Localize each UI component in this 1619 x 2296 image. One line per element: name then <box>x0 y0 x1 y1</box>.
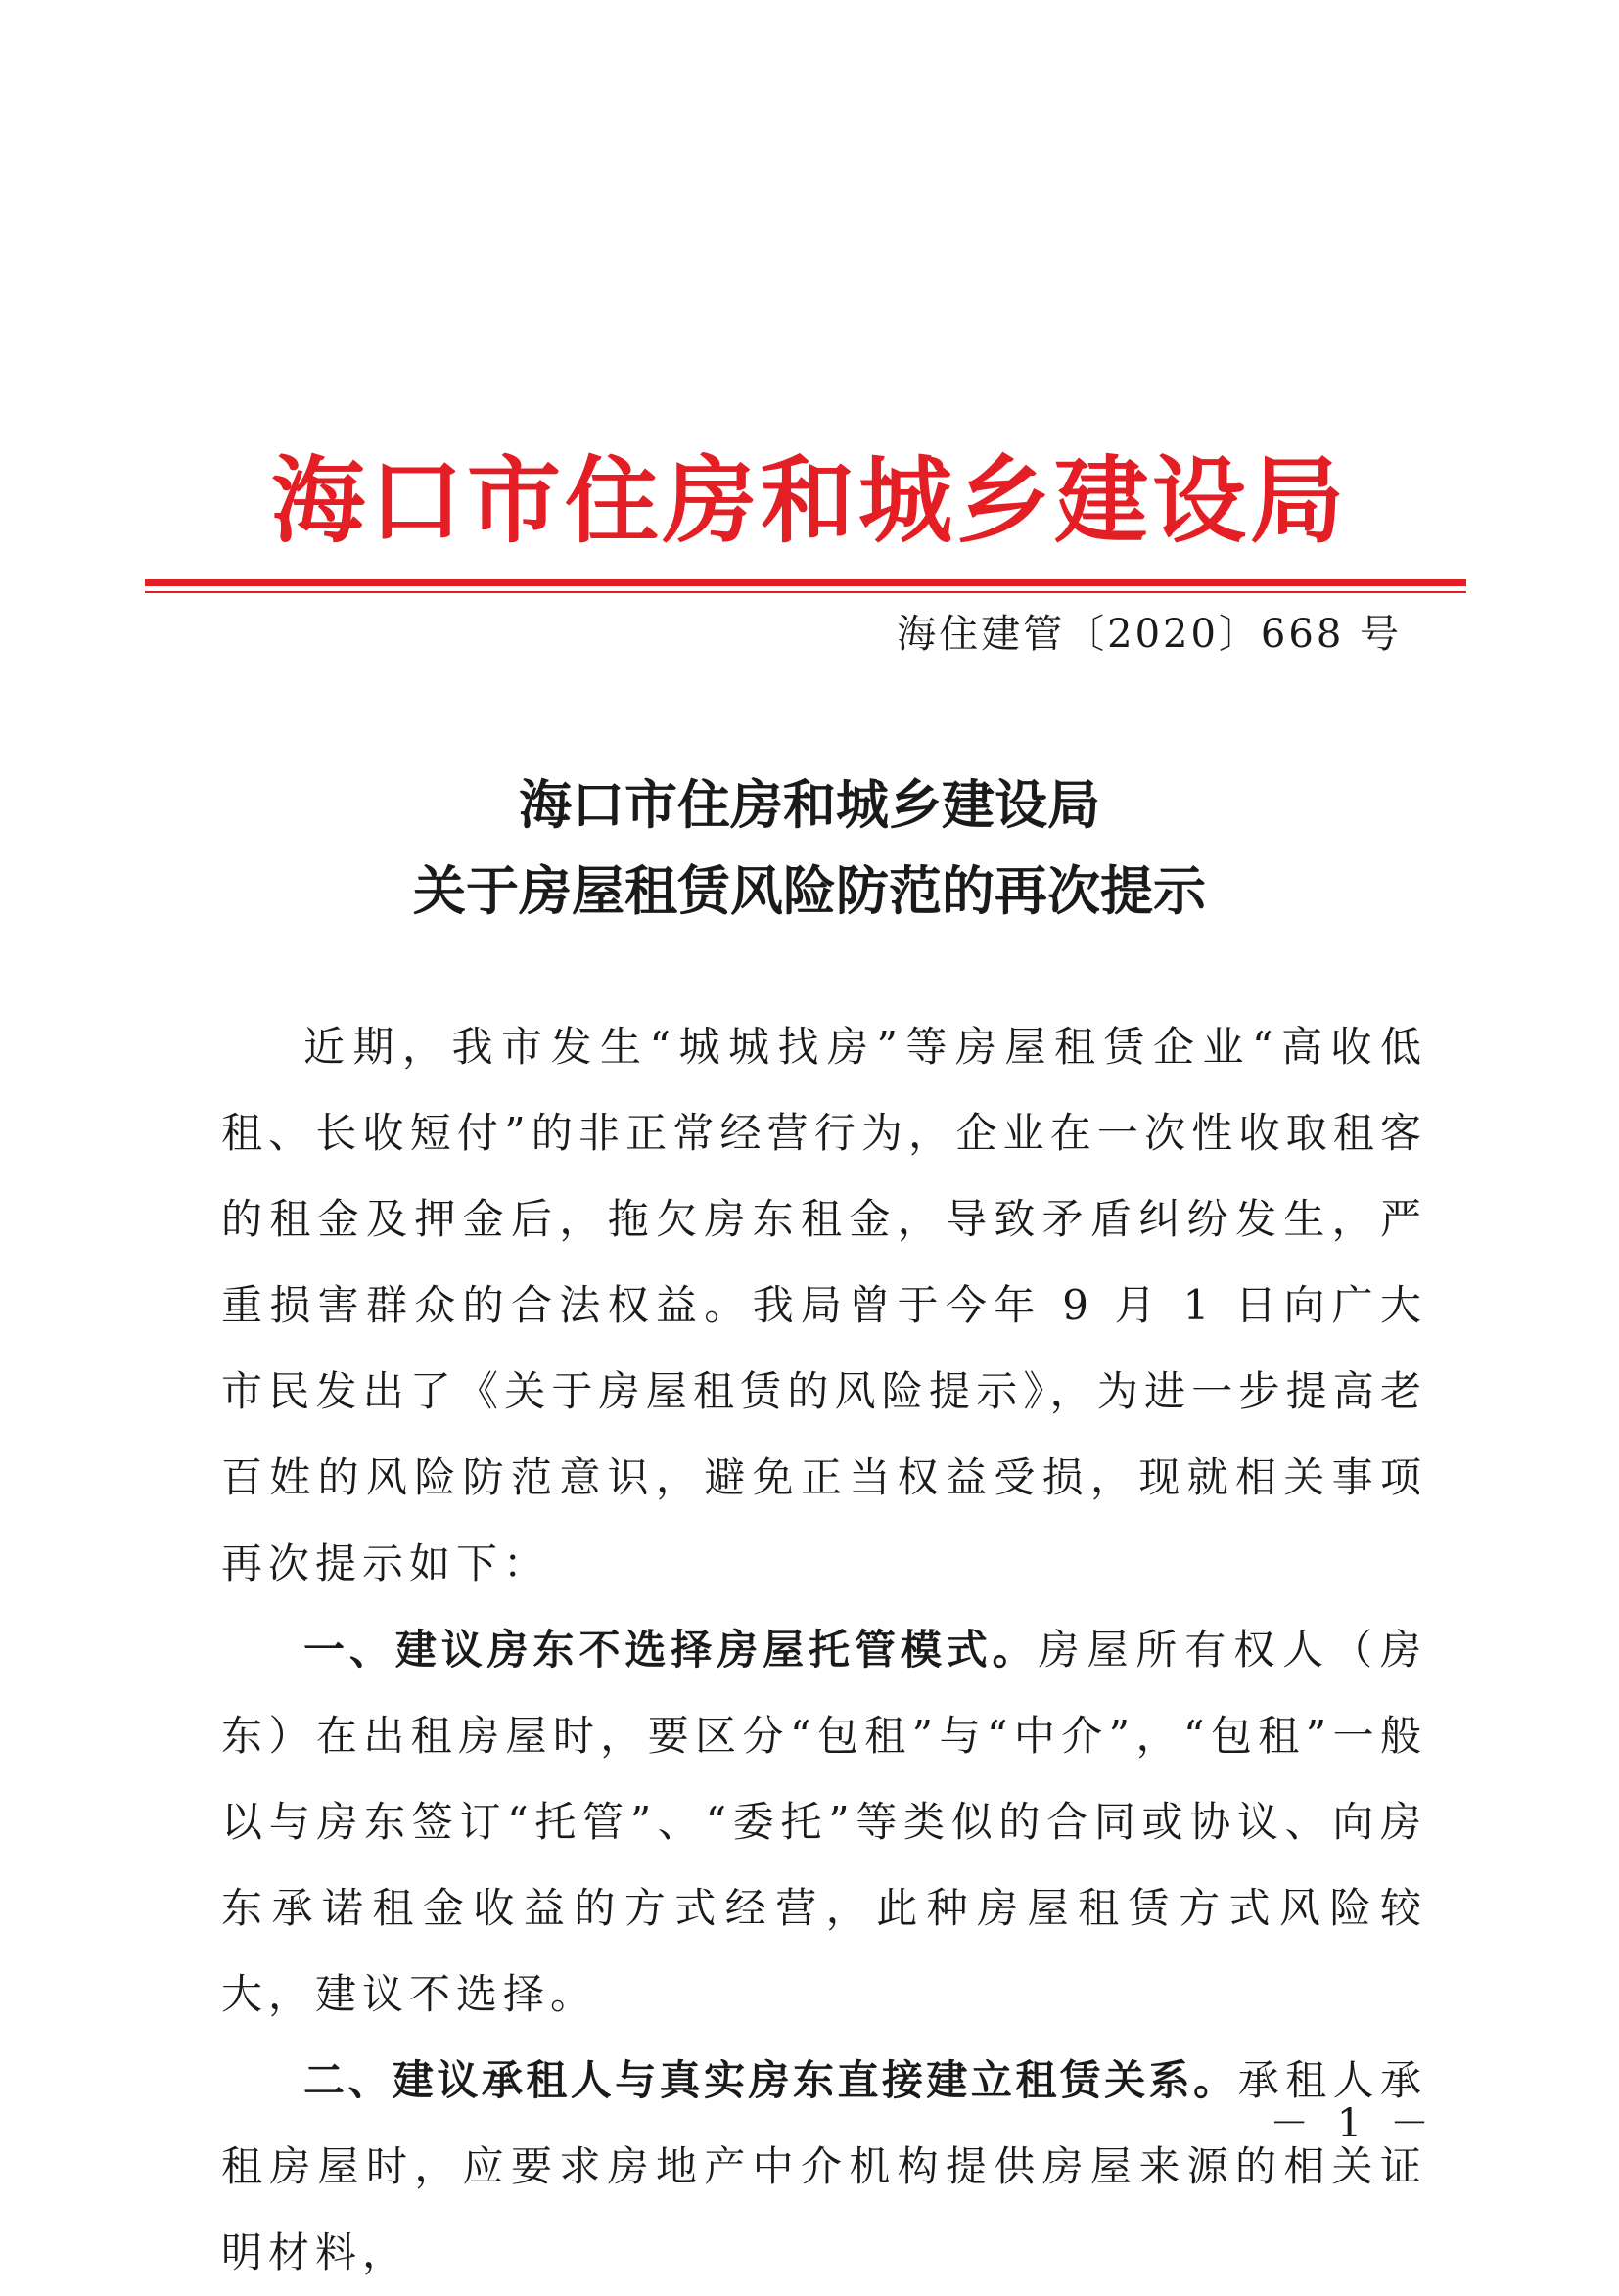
item2-heading: 二、建议承租人与真实房东直接建立租赁关系。 <box>303 2056 1238 2104</box>
item1-heading: 一、建议房东不选择房屋托管模式。 <box>303 1626 1039 1674</box>
document-title <box>147 761 1472 934</box>
item2-text: 承租人承租房屋时，应要求房地产中介机构提供房屋来源的相关证明材料， <box>221 2056 1427 2276</box>
letterhead-issuer: 海口市住房和城乡建设局 <box>271 446 1348 556</box>
letterhead-rule-thick <box>145 579 1466 586</box>
body-paragraph-item1 <box>221 1607 1427 2038</box>
document-body <box>221 1004 1427 2296</box>
page-number: － 1 － <box>1270 2101 1437 2146</box>
body-paragraph-item2 <box>221 2038 1427 2296</box>
document-number: 海住建管〔2020〕668 号 <box>897 612 1402 657</box>
document-title-line2: 关于房屋租赁风险防范的再次提示 <box>413 859 1206 922</box>
document-title-line1: 海口市住房和城乡建设局 <box>519 773 1100 836</box>
item1-text: 房屋所有权人（房东）在出租房屋时，要区分“包租”与“中介”，“包租”一般以与房东签订“托管”、“委托”等类似的合同或协议、向房东承诺租金收益的方式经营，此种房屋租赁方式风险较大，建议不选择。 <box>221 1626 1427 2018</box>
letterhead-rule-thin <box>145 591 1466 593</box>
body-paragraph-intro: 近期，我市发生“城城找房”等房屋租赁企业“高收低租、长收短付”的非正常经营行为，企业在一次性收取租客的租金及押金后，拖欠房东租金，导致矛盾纠纷发生，严重损害群众的合法权益。我局曾于今年 9 月 1 日向广大市民发出了《关于房屋租赁的风险提示》，为进一步提高老百姓的风险防范意识，避免正当权益受损，现就相关事项再次提示如下： <box>221 1023 1427 1587</box>
